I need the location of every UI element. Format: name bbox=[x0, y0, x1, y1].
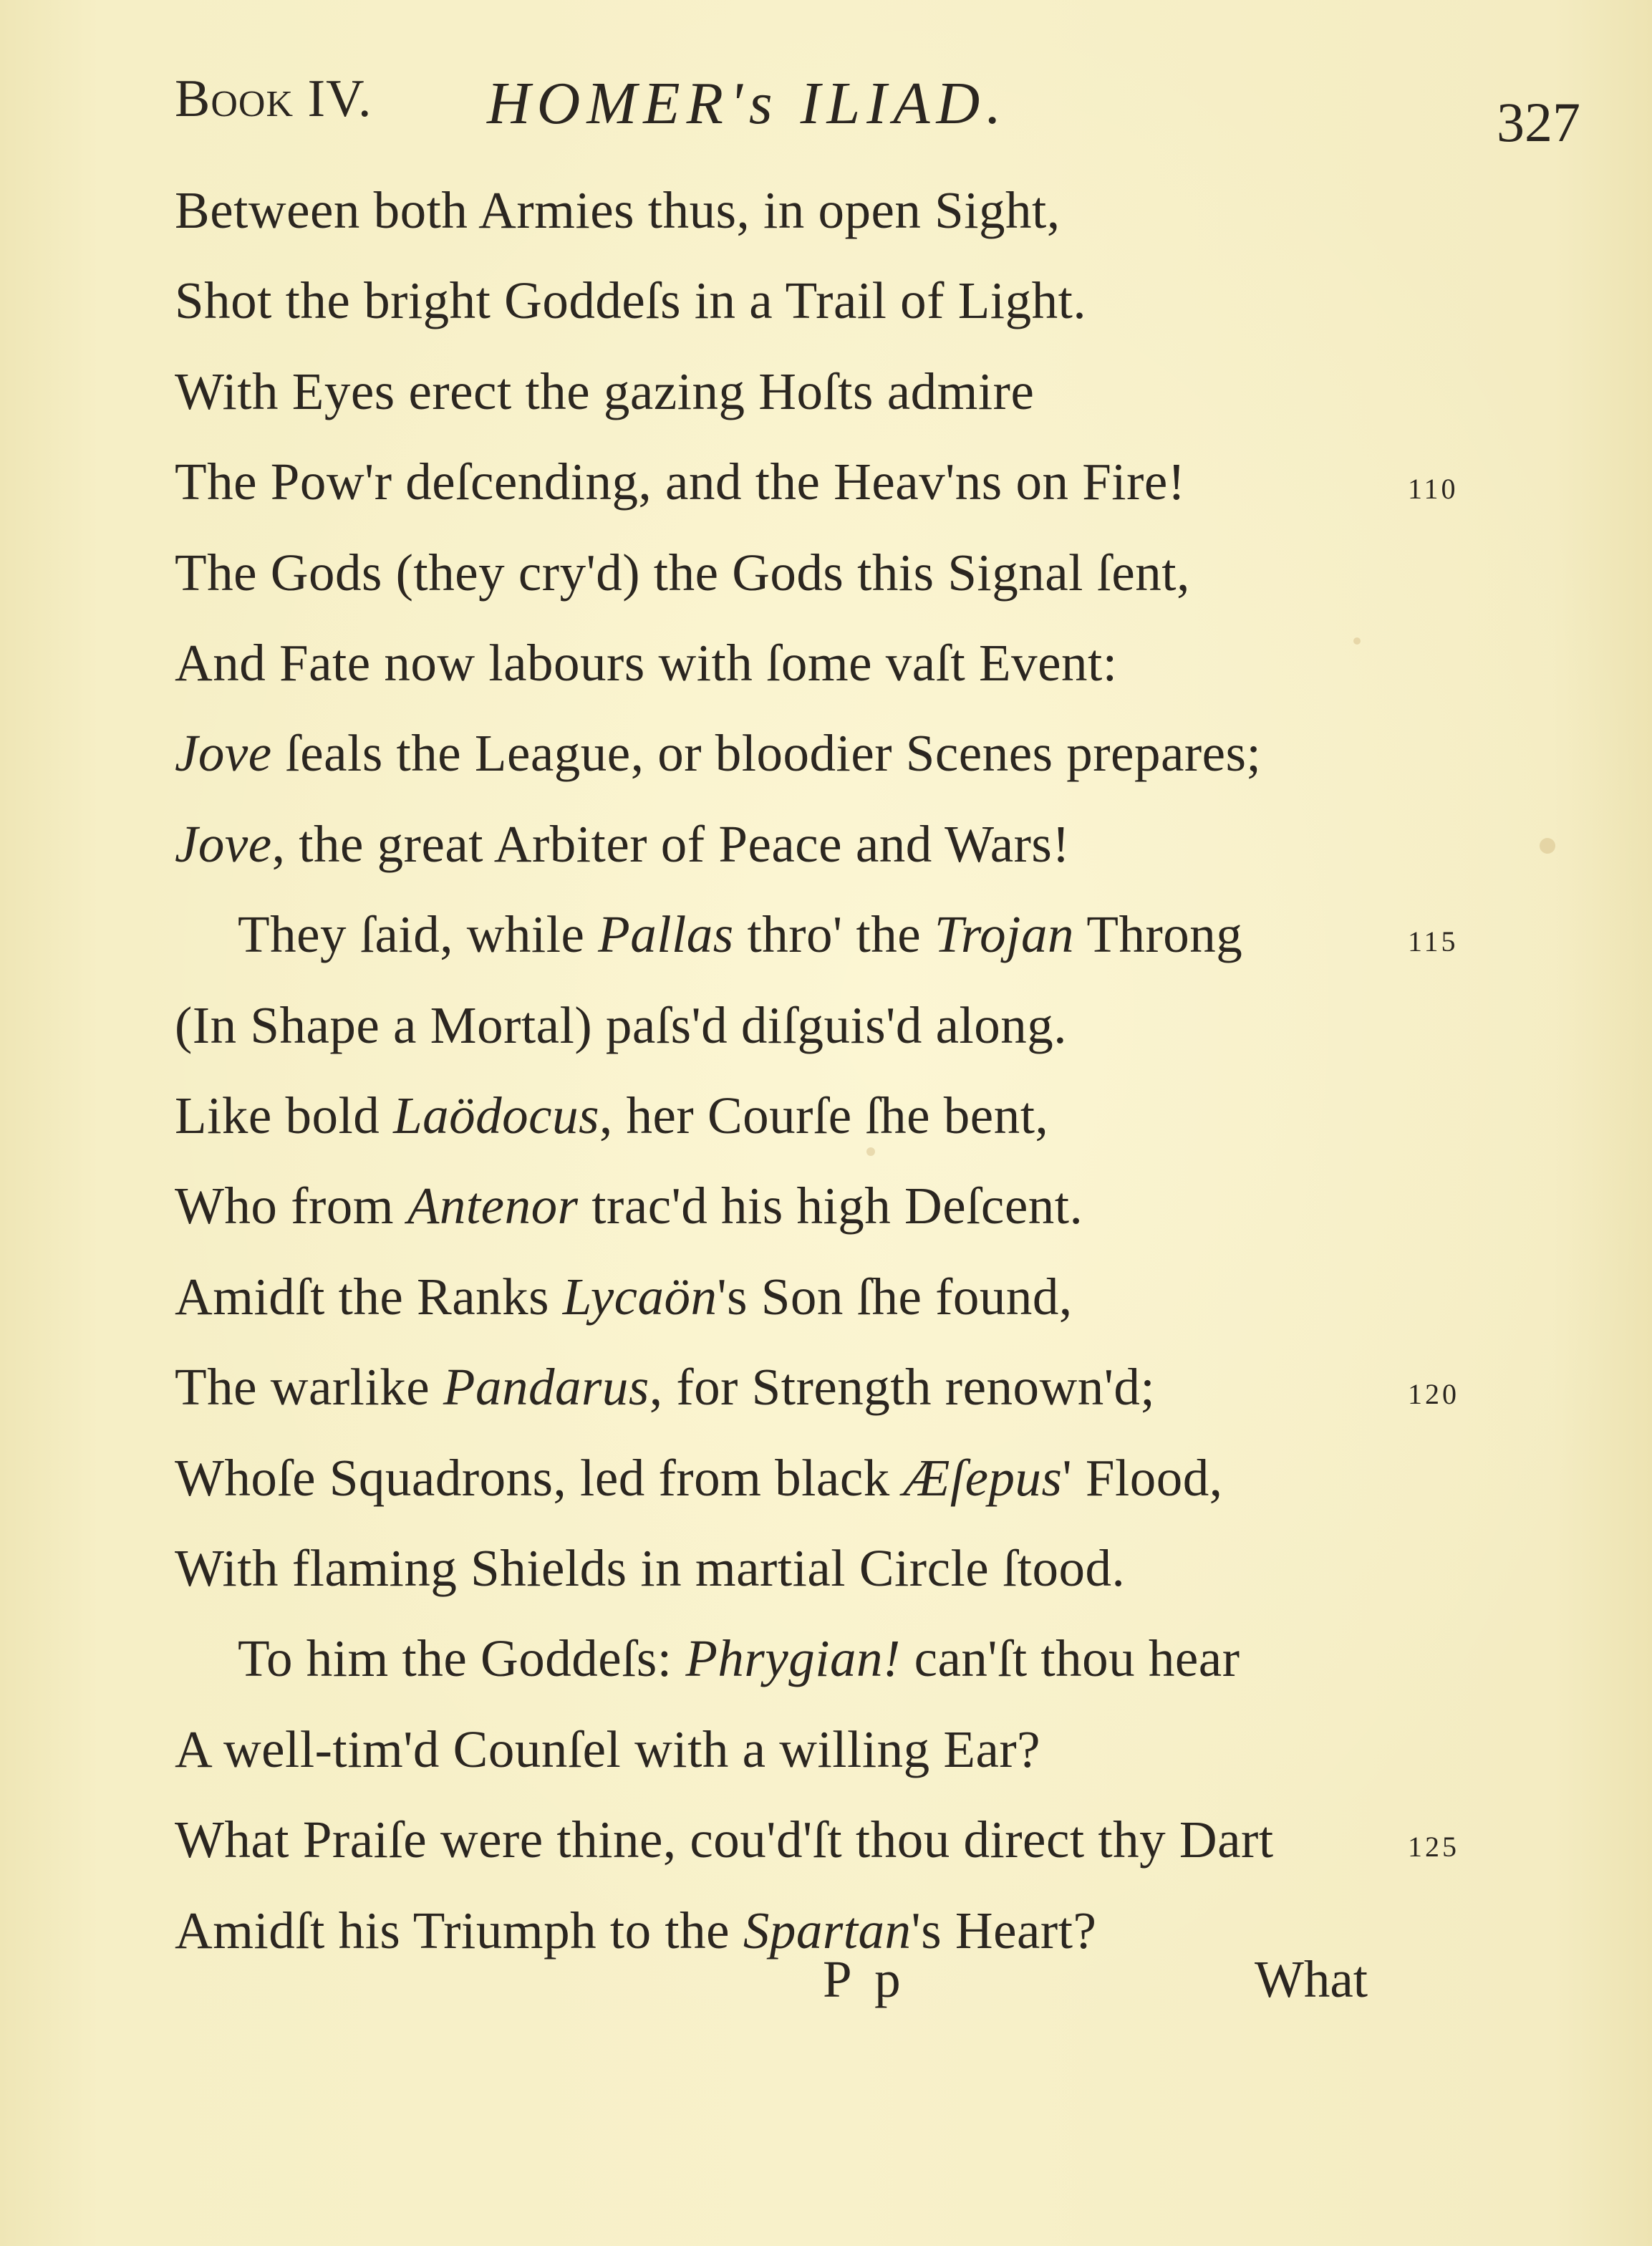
verse-line bbox=[175, 633, 1118, 705]
verse-line bbox=[175, 1810, 1274, 1881]
verse-italic-text: Jove bbox=[175, 724, 272, 782]
verse-text: 's Son ſhe found, bbox=[717, 1268, 1073, 1326]
book-label: Book IV. bbox=[175, 69, 372, 128]
verse-line bbox=[175, 1538, 1125, 1610]
running-header bbox=[175, 69, 1600, 153]
verse-text: With flaming Shields in martial Circle ſtood. bbox=[175, 1539, 1126, 1597]
verse-text: trac'd his high Deſcent. bbox=[578, 1177, 1083, 1235]
verse-line bbox=[238, 1629, 1240, 1700]
verse-italic-text: Antenor bbox=[407, 1177, 579, 1235]
verse-line bbox=[175, 996, 1067, 1067]
catchword: What bbox=[1255, 1950, 1368, 2008]
verse-text: ſeals the League, or bloodier Scenes prepares; bbox=[271, 724, 1262, 782]
verse-line bbox=[238, 905, 1242, 976]
page-number: 327 bbox=[1497, 91, 1580, 153]
verse-text: What Praiſe were thine, cou'd'ſt thou direct thy Dart bbox=[175, 1811, 1274, 1869]
verse-text: Between both Armies thus, in open Sight, bbox=[175, 181, 1061, 239]
signature-mark: P p bbox=[823, 1950, 907, 2008]
verse-text: Shot the bright Goddeſs in a Trail of Light. bbox=[175, 271, 1087, 329]
verse-line bbox=[175, 1267, 1073, 1339]
verse-text: And Fate now labours with ſome vaſt Event: bbox=[175, 634, 1118, 692]
line-number: 110 bbox=[1408, 473, 1459, 505]
verse-italic-text: Spartan bbox=[743, 1902, 912, 1960]
verse-text: , her Courſe ſhe bent, bbox=[599, 1086, 1049, 1144]
verse-line bbox=[175, 543, 1190, 614]
verse-italic-text: Pandarus bbox=[443, 1358, 649, 1416]
verse-line bbox=[175, 1086, 1048, 1157]
verse-italic-text: Trojan bbox=[934, 905, 1074, 963]
verse-line bbox=[175, 1357, 1155, 1429]
verse-text: ' Flood, bbox=[1062, 1449, 1223, 1507]
verse-line bbox=[175, 271, 1086, 342]
verse-italic-text: Lycaön bbox=[562, 1268, 718, 1326]
verse-text: can'ſt thou hear bbox=[900, 1629, 1240, 1687]
verse-text: Amidſt the Ranks bbox=[175, 1268, 563, 1326]
verse-line bbox=[175, 452, 1186, 524]
verse-text: The Pow'r deſcending, and the Heav'ns on Fire! bbox=[175, 453, 1186, 511]
verse-italic-text: Æſepus bbox=[903, 1449, 1063, 1507]
verse-text: They ſaid, while bbox=[238, 905, 599, 963]
verse-text: 's Heart? bbox=[911, 1902, 1097, 1960]
verse-text: , the great Arbiter of Peace and Wars! bbox=[271, 815, 1071, 873]
line-number: 115 bbox=[1408, 925, 1459, 958]
verse-text: A well-tim'd Counſel with a willing Ear? bbox=[175, 1720, 1041, 1778]
running-title: HOMER's ILIAD. bbox=[487, 70, 1008, 137]
verse-text: With Eyes erect the gazing Hoſts admire bbox=[175, 362, 1035, 420]
paper-stain bbox=[1353, 637, 1361, 645]
verse-line bbox=[175, 180, 1061, 252]
verse-text: The Gods (they cry'd) the Gods this Signal ſent, bbox=[175, 544, 1190, 602]
verse-text: , for Strength renown'd; bbox=[649, 1358, 1156, 1416]
verse-text: Like bold bbox=[175, 1086, 394, 1144]
verse-italic-text: Pallas bbox=[598, 905, 734, 963]
verse-italic-text: Laödocus bbox=[393, 1086, 599, 1144]
verse-text: Whoſe Squadrons, led from black bbox=[175, 1449, 904, 1507]
verse-italic-text: Jove bbox=[175, 815, 272, 873]
paper-stain bbox=[1540, 838, 1555, 854]
verse-text: The warlike bbox=[175, 1358, 443, 1416]
verse-line bbox=[175, 1176, 1083, 1248]
verse-text: Who from bbox=[175, 1177, 407, 1235]
verse-text: (In Shape a Mortal) paſs'd diſguis'd along. bbox=[175, 996, 1067, 1054]
verse-line bbox=[175, 1720, 1040, 1791]
verse-text: To him the Goddeſs: bbox=[238, 1629, 686, 1687]
line-number: 120 bbox=[1408, 1378, 1459, 1410]
verse-text: thro' the bbox=[733, 905, 934, 963]
line-number: 125 bbox=[1408, 1831, 1459, 1863]
verse-text: Throng bbox=[1073, 905, 1243, 963]
verse-text: Amidſt his Triumph to the bbox=[175, 1902, 743, 1960]
verse-line bbox=[175, 723, 1261, 795]
verse-line bbox=[175, 362, 1034, 433]
page-footer bbox=[175, 1949, 1464, 2021]
verse-line bbox=[175, 814, 1070, 886]
verse-italic-text: Phrygian! bbox=[685, 1629, 901, 1687]
verse-line bbox=[175, 1448, 1223, 1520]
